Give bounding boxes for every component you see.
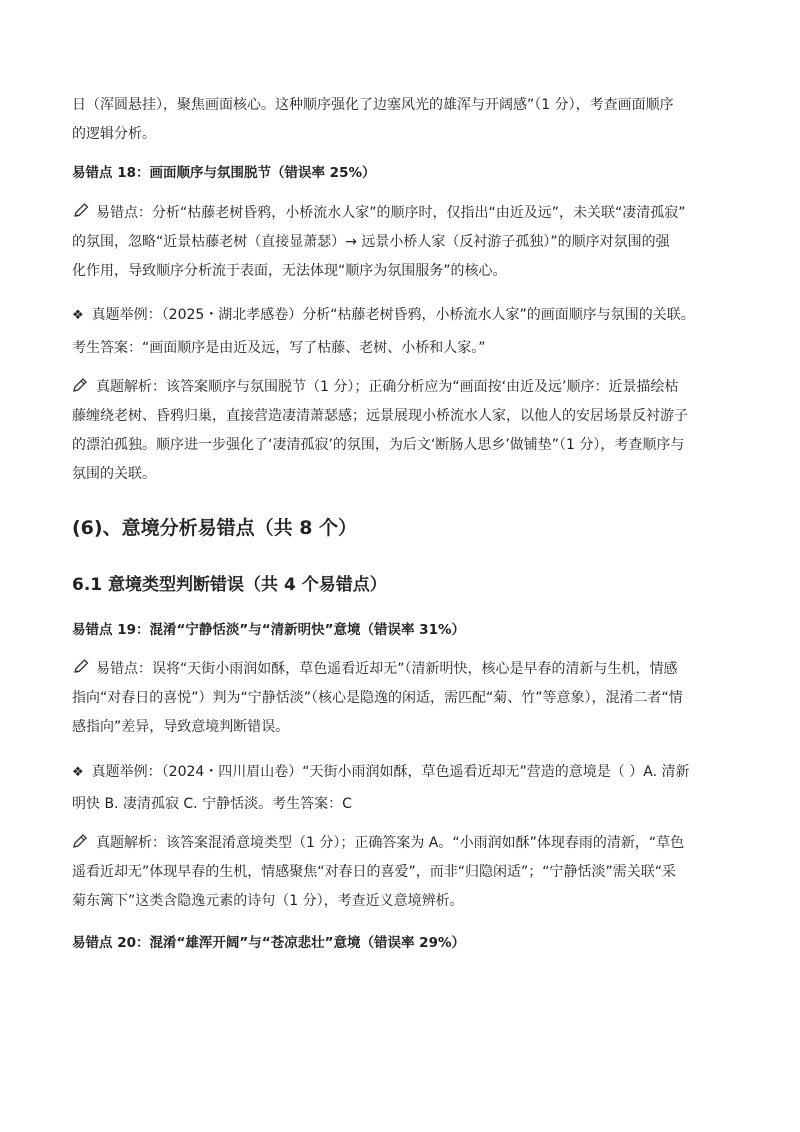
text-line: 的氛围，忽略“近景枯藤老树（直接显萧瑟）→ 远景小桥人家（反衬游子孤独）”的顺序对氛围的强	[72, 234, 670, 250]
text-line: 感指向”差异，导致意境判断错误。	[72, 719, 290, 735]
pencil-icon	[72, 203, 90, 219]
text-line: 的漂泊孤独。顺序进一步强化了‘凄清孤寂’的氛围，为后文‘断肠人思乡’做铺垫”（1 分），考查顺序与	[72, 437, 685, 453]
example-line	[72, 305, 695, 326]
subsection-heading: 6.1 意境类型判断错误（共 4 个易错点）	[72, 575, 387, 595]
text-line: 菊东篱下”这类含隐逸元素的诗句（1 分），考查近义意境辨析。	[72, 893, 464, 909]
text-line: 氛围的关联。	[72, 466, 156, 482]
diamond-icon: ❖	[72, 308, 84, 323]
analysis-line	[72, 833, 684, 853]
error-point-20-title: 易错点 20：混淆“雄浑开阔”与“苍凉悲壮”意境（错误率 29%）	[72, 935, 465, 951]
text-line: 指向“对春日的喜悦”）判为“宁静恬淡”（核心是隐逸的闲适，需匹配“菊、竹”等意象），混淆二者“情	[72, 690, 683, 706]
text-line: 考生答案：“画面顺序是由近及远，写了枯藤、老树、小桥和人家。”	[72, 340, 486, 356]
error-point-18-title: 易错点 18：画面顺序与氛围脱节（错误率 25%）	[72, 165, 376, 181]
text-line: 明快 B. 凄清孤寂 C. 宁静恬淡。考生答案：C	[72, 796, 352, 812]
text-line: 遥看近却无”体现早春的生机，情感聚焦“对春日的喜爱”，而非“归隐闲适”；“宁静恬淡”需关联“采	[72, 864, 677, 880]
pencil-ruler-icon	[72, 833, 90, 849]
text-line: 的逻辑分析。	[72, 126, 156, 142]
pencil-icon	[72, 659, 90, 675]
error-point-19-title: 易错点 19：混淆“宁静恬淡”与“清新明快”意境（错误率 31%）	[72, 622, 465, 638]
error-note-line	[72, 659, 678, 679]
text: 真题解析：该答案混淆意境类型（1 分）；正确答案为 A。“小雨润如酥”体现春雨的清新，“草色	[96, 835, 685, 851]
error-note-line	[72, 203, 686, 223]
diamond-icon: ❖	[72, 765, 84, 780]
text-line: 化作用，导致顺序分析流于表面，无法体现“顺序为氛围服务”的核心。	[72, 263, 507, 279]
analysis-line	[72, 377, 679, 397]
text: 易错点：误将“天街小雨润如酥，草色遥看近却无”（清新明快，核心是早春的清新与生机，情感	[96, 661, 678, 677]
text: 真题举例：（2024・四川眉山卷）“天街小雨润如酥，草色遥看近却无”营造的意境是（ ）A. 清新	[91, 764, 690, 780]
text-line: 藤缠绕老树、昏鸦归巢，直接营造凄清萧瑟感；远景展现小桥流水人家，以他人的安居场景反衬游子	[72, 408, 688, 424]
text: 真题解析：该答案顺序与氛围脱节（1 分）；正确分析应为“画面按‘由近及远’顺序：近景描绘枯	[96, 379, 679, 395]
text: 真题举例：（2025・湖北孝感卷）分析“枯藤老树昏鸦，小桥流水人家”的画面顺序与氛围的关联。	[91, 307, 695, 323]
text: 易错点：分析“枯藤老树昏鸦，小桥流水人家”的顺序时，仅指出“由近及远”，未关联“凄清孤寂”	[96, 205, 686, 221]
example-line	[72, 762, 689, 783]
text-line: 日（浑圆悬挂），聚焦画面核心。这种顺序强化了边塞风光的雄浑与开阔感”（1 分），考查画面顺序	[72, 97, 674, 113]
section-heading: (6)、意境分析易错点（共 8 个）	[72, 517, 358, 539]
pencil-ruler-icon	[72, 377, 90, 393]
